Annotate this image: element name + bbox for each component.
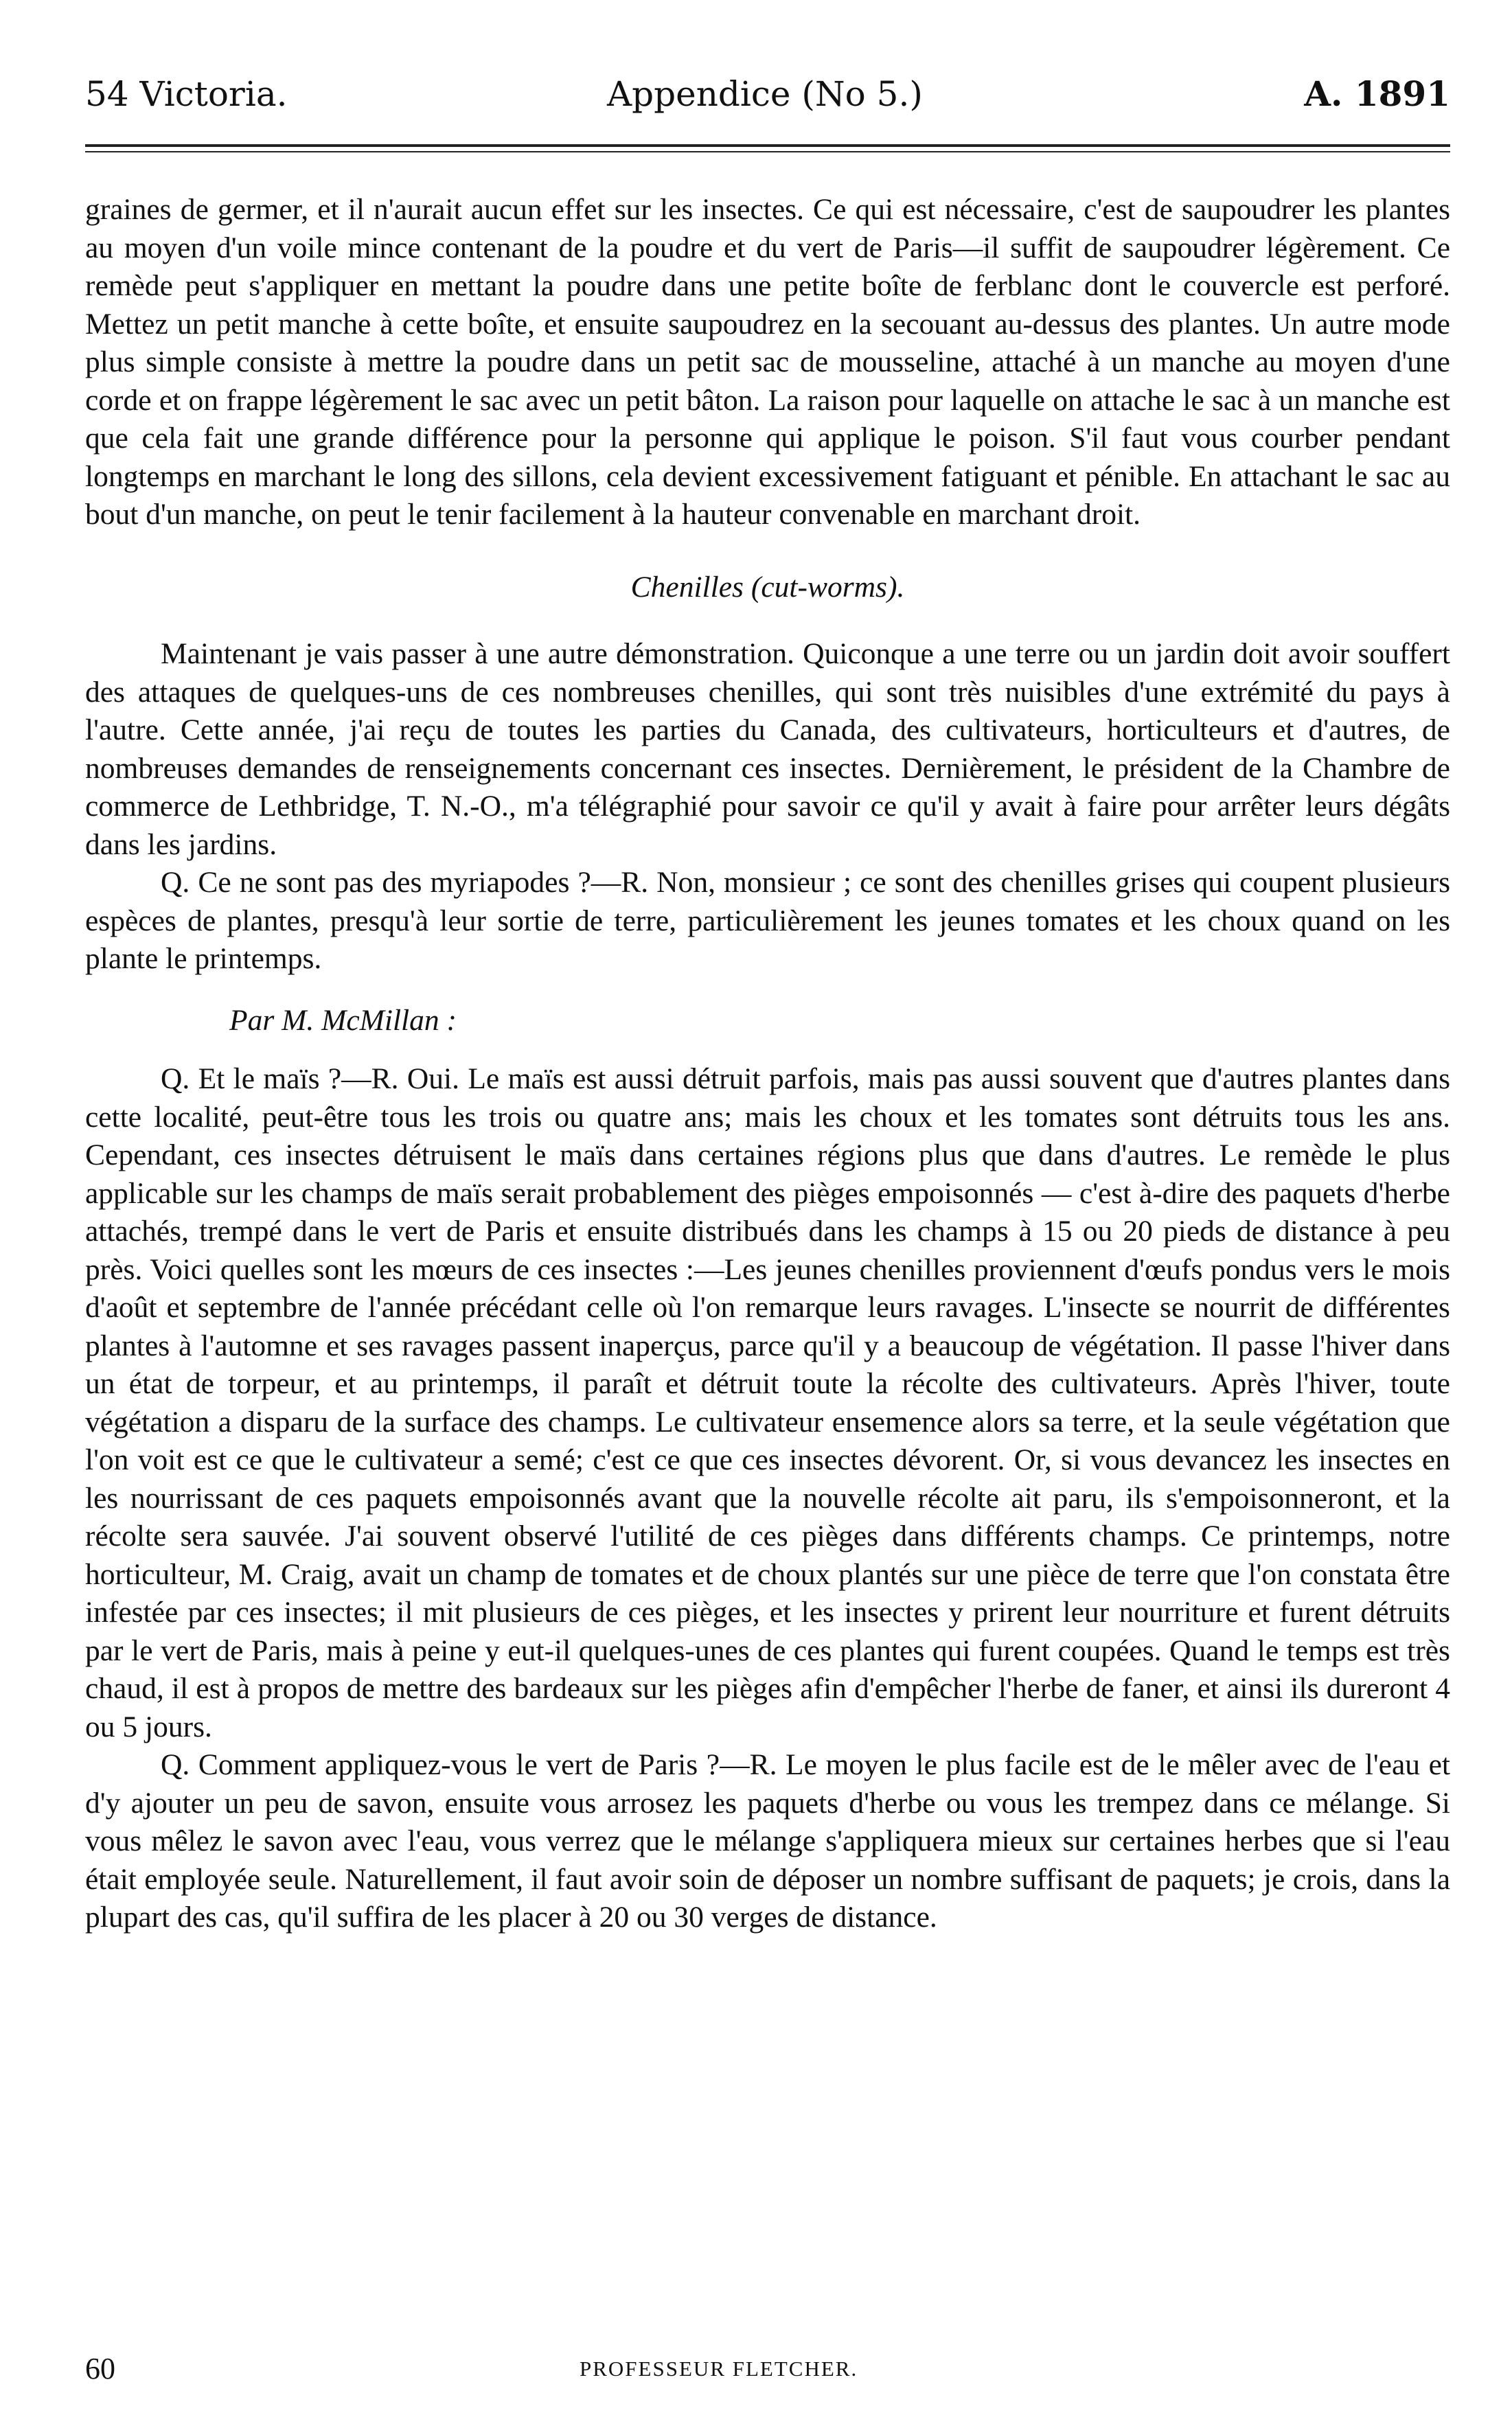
paragraph-question-myriapodes: Q. Ce ne sont pas des myriapodes ?—R. Non, monsieur ; ce sont des chenilles grises qui coupent plusieurs espèces de plantes, presqu'à leur sortie de terre, particulièrement les jeunes tomates et les choux quand on les plante le printemps. (85, 866, 1450, 975)
header-year: A. 1891 (1304, 73, 1450, 114)
page-number: 60 (85, 2352, 115, 2385)
header-appendix: Appendice (No 5.) (607, 74, 923, 114)
header-rule-top (85, 144, 1450, 147)
paragraph-question-mais: Q. Et le maïs ?—R. Oui. Le maïs est aussi détruit parfois, mais pas aussi souvent que d'autres plantes dans cette localité, peut-être tous les trois ou quatre ans; mais les choux et les tomates sont détruits tous les ans. Cependant, ces insectes détruisent le maïs dans certaines régions plus que dans d'autres. Le remède le plus applicable sur les champs de maïs serait probablement des pièges empoisonnés — c'est à-dire des paquets d'herbe attachés, trempé dans le vert de Paris et ensuite distribués dans les champs à 15 ou 20 pieds de distance à peu près. Voici quelles sont les mœurs de ces insectes :—Les jeunes chenilles proviennent d'œufs pondus vers le mois d'août et septembre de l'année précédant celle où l'on remarque leurs ravages. L'insecte se nourrit de différentes plantes à l'automne et ses ravages passent inaperçus, parce qu'il y a beaucoup de végétation. Il passe l'hiver dans un état de torpeur, et au printemps, il paraît et détruit toute la récolte des cultivateurs. Après l'hiver, toute végétation a disparu de la surface des champs. Le cultivateur ensemence alors sa terre, et la seule végétation que l'on voit est ce que le cultivateur a semé; c'est ce que ces insectes dévorent. Or, si vous devancez les insectes en les nourrissant de ces paquets empoisonnés avant que la nouvelle récolte ait paru, ils s'empoisonneront, et la récolte sera sauvée. J'ai souvent observé l'utilité de ces pièges dans différents champs. Ce printemps, notre horticulteur, M. Craig, avait un champ de tomates et de choux plantés sur une pièce de terre que l'on constata être infestée par ces insectes; il mit plusieurs de ces pièges, et les insectes y prirent leur nourriture et furent détruits par le vert de Paris, mais à peine y eut-il quelques-unes de ces plantes qui furent coupées. Quand le temps est très chaud, il est à propos de mettre des bardeaux sur les pièges afin d'empêcher l'herbe de faner, et ainsi ils dureront 4 ou 5 jours. (85, 1062, 1450, 1743)
running-header (85, 63, 1450, 125)
paragraph-question-application: Q. Comment appliquez-vous le vert de Paris ?—R. Le moyen le plus facile est de le mêler avec de l'eau et d'y ajouter un peu de savon, ensuite vous arrosez les paquets d'herbe ou vous les trempez dans ce mélange. Si vous mêlez le savon avec l'eau, vous verrez que le mélange s'appliquera mieux sur certaines herbes que si l'eau était employée seule. Naturellement, il faut avoir soin de déposer un nombre suffisant de paquets; je crois, dans la plupart des cas, qu'il suffira de les placer à 20 ou 30 verges de distance. (85, 1748, 1450, 1934)
speaker-byline: Par M. McMillan : (229, 1003, 457, 1037)
header-session: 54 Victoria. (85, 74, 288, 114)
body-text (85, 191, 1450, 1937)
paragraph-continuation: graines de germer, et il n'aurait aucun effet sur les insectes. Ce qui est nécessaire, c'est de saupoudrer les plantes au moyen d'un voile mince contenant de la poudre et du vert de Paris—il suffit de saupoudrer légèrement. Ce remède peut s'appliquer en mettant la poudre dans une petite boîte de ferblanc dont le couvercle est perforé. Mettez un petit manche à cette boîte, et ensuite saupoudrez en la secouant au-dessus des plantes. Un autre mode plus simple consiste à mettre la poudre dans un petit sac de mousseline, attaché à un manche au moyen d'une corde et on frappe légèrement le sac avec un petit bâton. La raison pour laquelle on attache le sac à un manche est que cela fait une grande différence pour la personne qui applique le poison. S'il faut vous courber pendant longtemps en marchant le long des sillons, cela devient excessivement fatiguant et pénible. En attachant le sac au bout d'un manche, on peut le tenir facilement à la hauteur convenable en marchant droit. (85, 193, 1450, 531)
section-heading: Chenilles (cut-worms). (630, 570, 905, 604)
speaker-signature: PROFESSEUR FLETCHER. (580, 2357, 858, 2381)
paragraph-demonstration: Maintenant je vais passer à une autre démonstration. Quiconque a une terre ou un jardin doit avoir souffert des attaques de quelques-uns de ces nombreuses chenilles, qui sont très nuisibles d'une extrémité du pays à l'autre. Cette année, j'ai reçu de toutes les parties du Canada, des cultivateurs, horticulteurs et d'autres, de nombreuses demandes de renseignements concernant ces insectes. Dernièrement, le président de la Chambre de commerce de Lethbridge, T. N.-O., m'a télégraphié pour savoir ce qu'il y avait à faire pour arrêter leurs dégâts dans les jardins. (85, 637, 1450, 861)
header-rule-bottom (85, 151, 1450, 152)
document-page (85, 63, 1450, 2398)
